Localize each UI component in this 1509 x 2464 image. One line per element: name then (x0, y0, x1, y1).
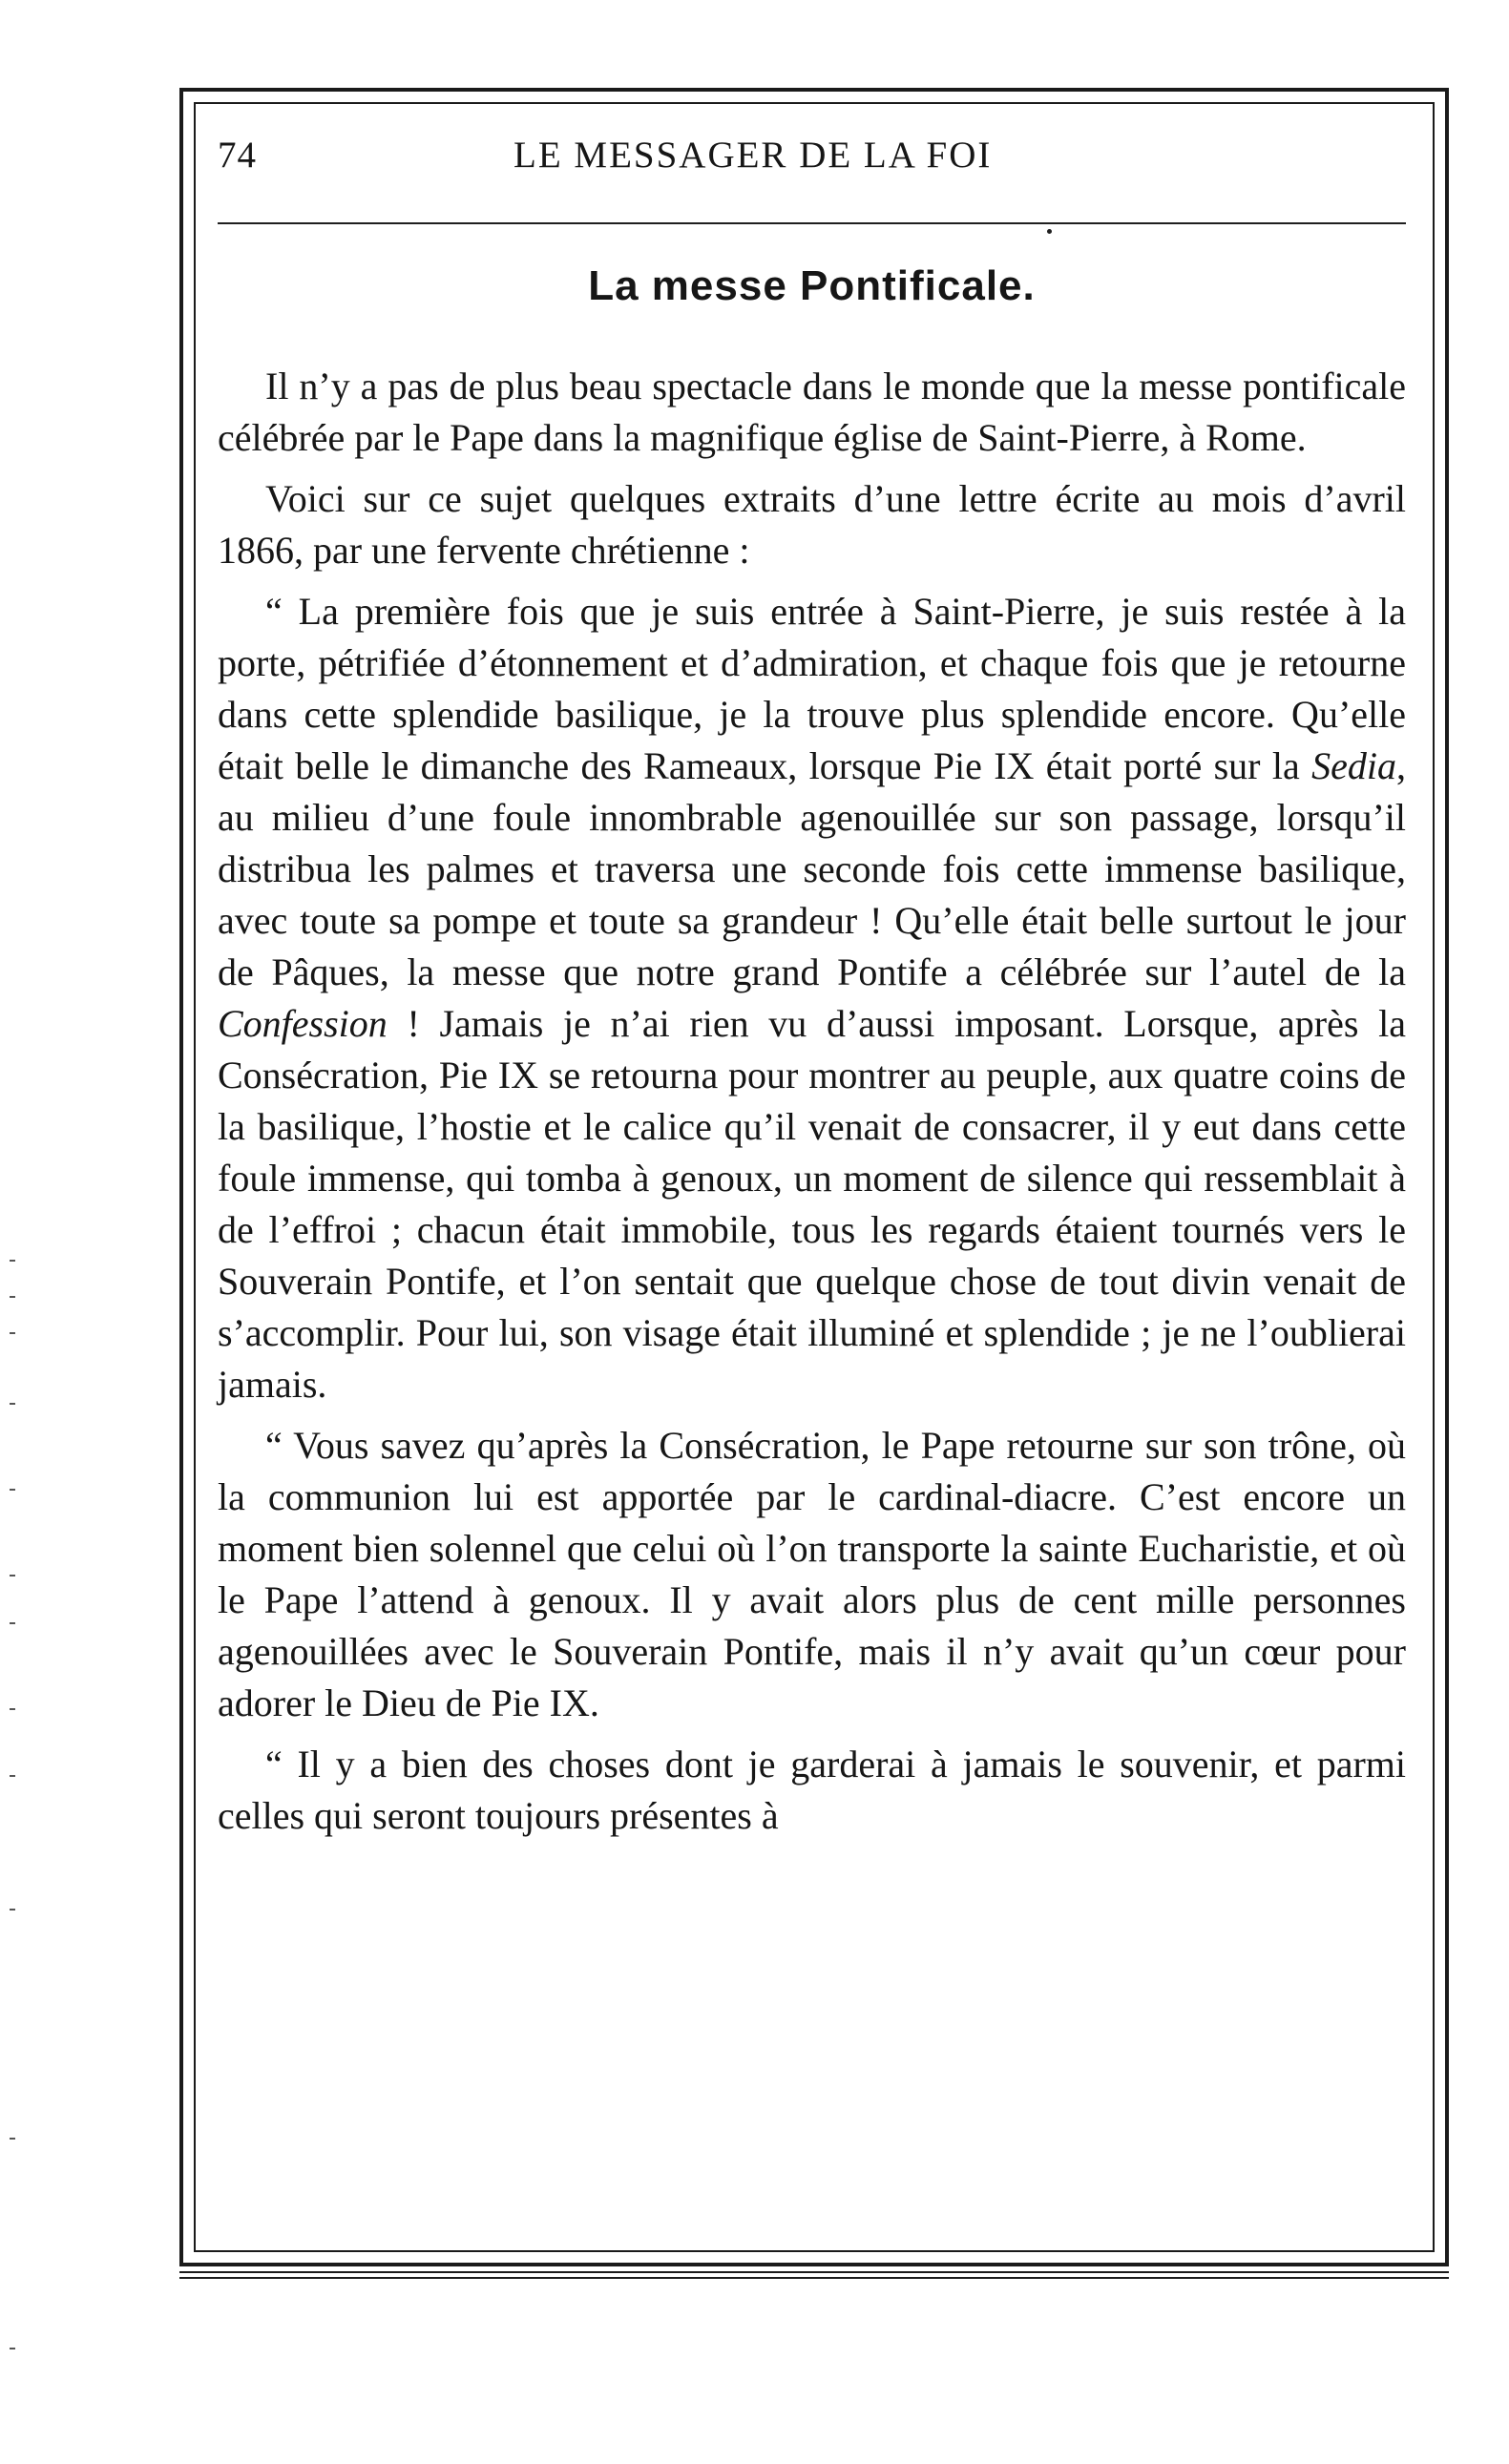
article-body (218, 361, 1406, 1842)
header-rule (218, 222, 1406, 224)
article-title: La messe Pontificale. (588, 262, 1036, 309)
page-number: 74 (218, 135, 257, 176)
sedia-term: Sedia (1311, 744, 1396, 787)
paragraph-4: “ Vous savez qu’après la Consécration, le Pape retourne sur son trône, où la communion lui est apportée par le cardinal-diacre. C’est encore un moment bien solennel que celui où l’on transporte la sainte Eucharistie, et où le Pape l’attend à genoux. Il y avait alors plus de cent mille personnes agenouillées avec le Souverain Pontife, mais il n’y avait qu’un cœur pour adorer le Dieu de Pie IX. (218, 1424, 1406, 1724)
paragraph-5: “ Il y a bien des choses dont je garderai à jamais le souvenir, et parmi celles qui seront toujours présentes à (218, 1743, 1406, 1837)
paragraph-3-part-1: “ La première fois que je suis entrée à Saint-Pierre, je suis restée à la porte, pétrifiée d’étonnement et d’admiration, et chaque fois que je retourne dans cette splendide basilique, je la trouve plus splendide encore. Qu’elle était belle le dimanche des Rameaux, lorsque Pie IX était porté sur la (218, 590, 1406, 787)
header-rule-ornament (1047, 229, 1052, 234)
bottom-double-rule (179, 2271, 1449, 2279)
margin-marks (10, 1260, 29, 2405)
paragraph-1: Il n’y a pas de plus beau spectacle dans le monde que la messe pontificale célébrée par le Pape dans la magnifique église de Saint-Pierre, à Rome. (218, 365, 1406, 459)
confession-term: Confession (218, 1002, 388, 1045)
paragraph-3-part-3: ! Jamais je n’ai rien vu d’aussi imposant. Lorsque, après la Consécration, Pie IX se retourna pour montrer au peuple, aux quatre coins de la basilique, l’hostie et le calice qu’il venait de consacrer, il y eut dans cette foule immense, qui tomba à genoux, un moment de silence qui ressemblait à de l’effroi ; chacun était immobile, tous les regards étaient tournés vers le Souverain Pontife, et l’on sentait que quelque chose de tout divin venait de s’accomplir. Pour lui, son visage était illuminé et splendide ; je ne l’oublierai jamais. (218, 1002, 1406, 1406)
running-header (218, 134, 1411, 200)
paragraph-3 (218, 586, 1406, 1410)
paragraph-2: Voici sur ce sujet quelques extraits d’une lettre écrite au mois d’avril 1866, par une fervente chrétienne : (218, 477, 1406, 572)
running-title: LE MESSAGER DE LA FOI (513, 135, 993, 176)
paragraph-3-part-2: , au milieu d’une foule innombrable agenouillée sur son passage, lorsqu’il distribua les palmes et traversa une seconde fois cette immense basilique, avec toute sa pompe et toute sa grandeur ! Qu’elle était belle surtout le jour de Pâques, la messe que notre grand Pontife a célébrée sur l’autel de la (218, 744, 1406, 993)
